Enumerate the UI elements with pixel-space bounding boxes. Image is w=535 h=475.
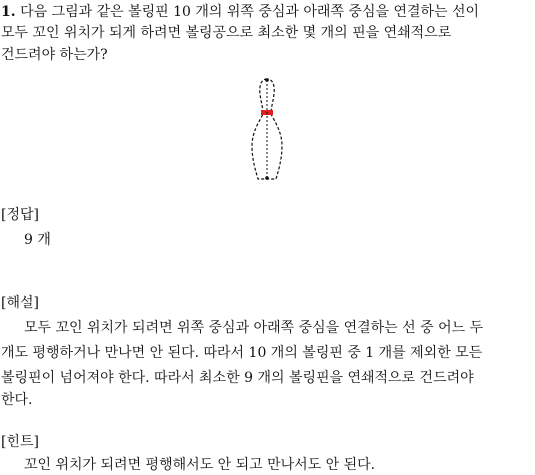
pin-top-center-dot xyxy=(265,78,269,82)
explanation-line-4: 한다. xyxy=(1,392,33,408)
explanation-heading: [해설] xyxy=(1,295,39,311)
hint-line-1: 꼬인 위치가 되려면 평행해서도 안 되고 만나서도 안 된다. xyxy=(24,457,376,473)
question-number: 1. xyxy=(1,4,16,20)
hint-heading: [힌트] xyxy=(1,434,39,450)
explanation-line-3: 볼링핀이 넘어져야 한다. 따라서 최소한 9 개의 볼링핀을 연쇄적으로 건드려야 xyxy=(1,370,474,386)
answer-value: 9 개 xyxy=(24,232,51,248)
question-line-2: 모두 꼬인 위치가 되게 하려면 볼링공으로 최소한 몇 개의 핀을 연쇄적으로 xyxy=(1,25,452,41)
explanation-line-2: 개도 평행하거나 만나면 안 된다. 따라서 10 개의 볼링핀 중 1 개를 제외한 모든 xyxy=(1,345,483,361)
pin-bottom-center-dot xyxy=(265,176,269,180)
answer-heading: [정답] xyxy=(1,207,39,223)
question-line-1 xyxy=(1,2,479,22)
question-line-3: 건드려야 하는가? xyxy=(1,47,108,63)
explanation-line-1: 모두 꼬인 위치가 되려면 위쪽 중심과 아래쪽 중심을 연결하는 선 중 어느 두 xyxy=(24,320,484,336)
question-text-1: 다음 그림과 같은 볼링핀 10 개의 위쪽 중심과 아래쪽 중심을 연결하는 선이 xyxy=(20,4,480,20)
bowling-pin-figure xyxy=(246,76,288,182)
